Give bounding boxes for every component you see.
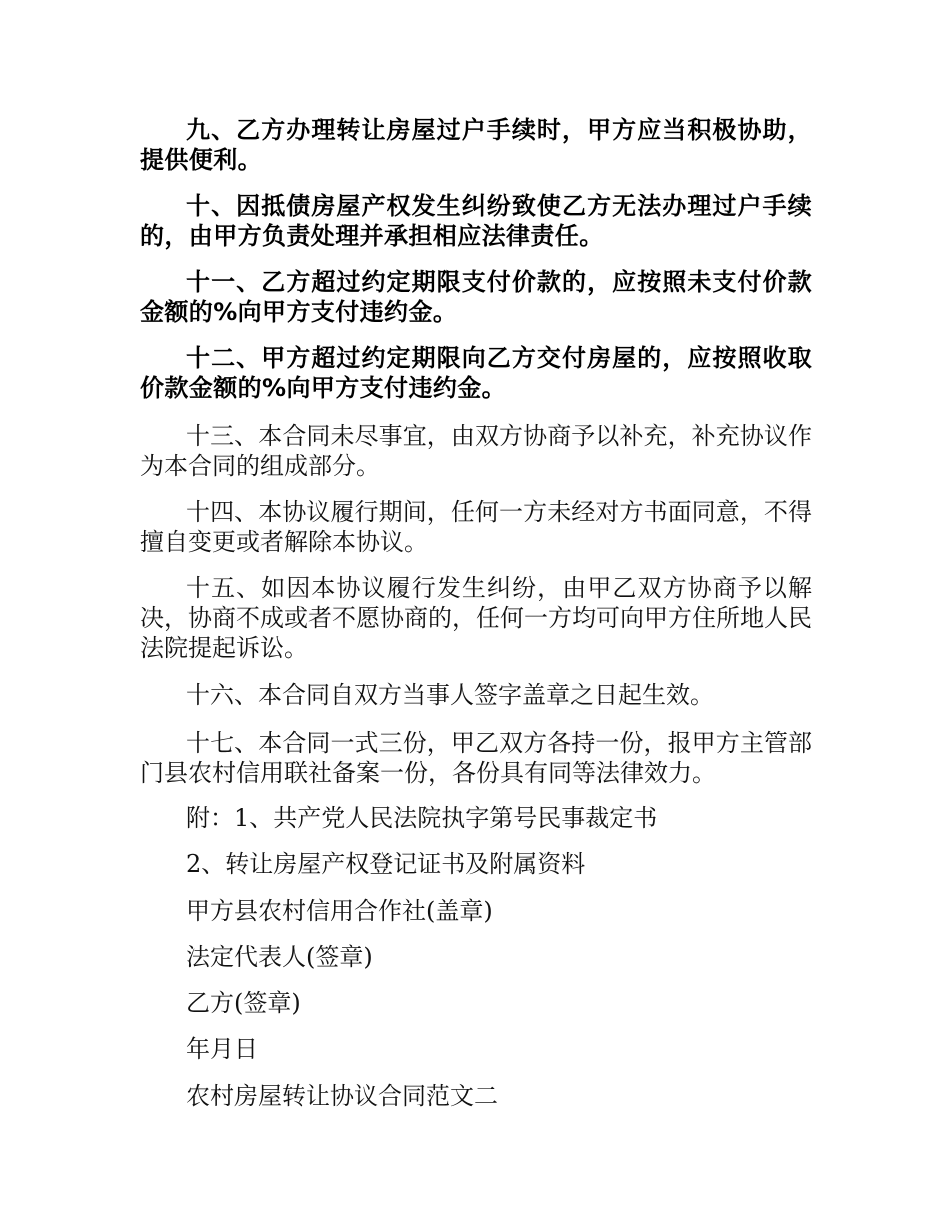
clause-17: 十七、本合同一式三份，甲乙双方各持一份，报甲方主管部门县农村信用联社备案一份，各份具有同等法律效力。 — [140, 729, 812, 787]
signature-party-a: 甲方县农村信用合作社(盖章) — [186, 897, 493, 925]
attachment-2: 2、转让房屋产权登记证书及附属资料 — [186, 850, 586, 878]
clause-11: 十一、乙方超过约定期限支付价款的，应按照未支付价款金额的%向甲方支付违约金。 — [140, 268, 812, 326]
clause-14: 十四、本协议履行期间，任何一方未经对方书面同意，不得擅自变更或者解除本协议。 — [140, 498, 812, 556]
clause-15: 十五、如因本协议履行发生纠纷，由甲乙双方协商予以解决，协商不成或者不愿协商的，任何一方均可向甲方住所地人民法院提起诉讼。 — [140, 574, 812, 662]
signature-party-b: 乙方(签章) — [186, 989, 301, 1017]
next-section-title: 农村房屋转让协议合同范文二 — [186, 1082, 498, 1110]
attachment-1: 附：1、共产党人民法院执字第号民事裁定书 — [186, 804, 658, 832]
clause-9: 九、乙方办理转让房屋过户手续时，甲方应当积极协助，提供便利。 — [140, 116, 812, 174]
clause-16: 十六、本合同自双方当事人签字盖章之日起生效。 — [186, 681, 714, 709]
clause-10: 十、因抵债房屋产权发生纠纷致使乙方无法办理过户手续的，由甲方负责处理并承担相应法律责任。 — [140, 192, 812, 250]
signature-legal-representative: 法定代表人(签章) — [186, 943, 373, 971]
clause-13: 十三、本合同未尽事宜，由双方协商予以补充，补充协议作为本合同的组成部分。 — [140, 422, 812, 480]
clause-12: 十二、甲方超过约定期限向乙方交付房屋的，应按照收取价款金额的%向甲方支付违约金。 — [140, 344, 812, 402]
signature-date: 年月日 — [186, 1035, 258, 1063]
